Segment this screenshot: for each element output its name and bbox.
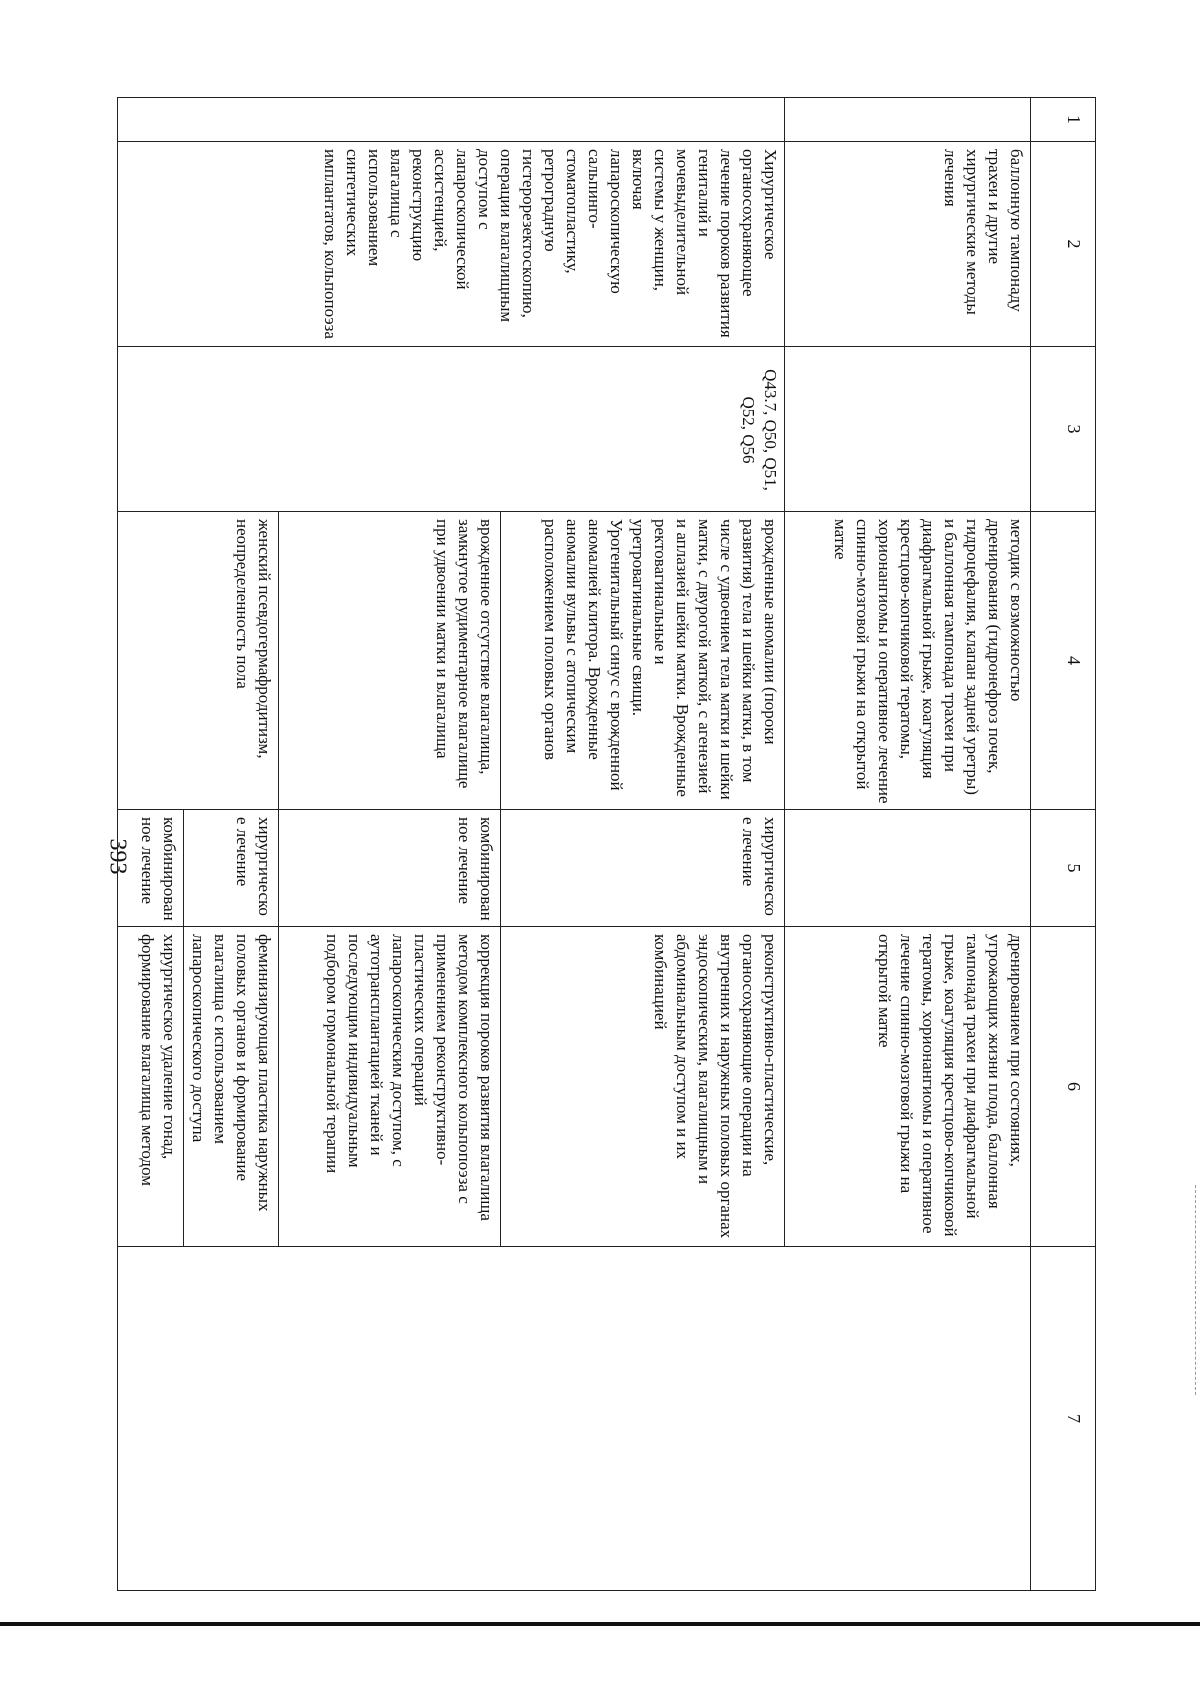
cell-norm <box>118 1247 1031 1591</box>
cell-treatment-type: хирургическое лечение <box>501 810 785 927</box>
cell-treatment-type: комбинированное лечение <box>279 810 501 927</box>
scan-edge-artifact <box>1195 1185 1198 1395</box>
column-header: 7 <box>1031 1247 1096 1591</box>
page-number: 393 <box>104 838 131 875</box>
scan-bottom-line <box>0 1622 1200 1626</box>
cell-diagnosis: методик с возможностью дренирования (гидронефроз почек, гидроцефалия, клапан задней уретры) и баллонная тампонада трахеи при диафрагмальной грыже, коагуляция крестцово-копчиковой тератомы, хорионангиомы и оперативное лечение спинно-мозговой грыжи на открытой матке <box>785 512 1031 810</box>
column-header: 5 <box>1031 810 1096 927</box>
cell-treatment-method: феминизирующая пластика наружных половых органов и формирование влагалища с использованием лапароскопического доступа <box>184 927 279 1247</box>
column-header: 3 <box>1031 347 1096 512</box>
rotated-table-sheet <box>120 97 1096 1590</box>
cell-diagnosis: женский псевдогермафродитизм, неопределенность пола <box>118 512 279 810</box>
cell-treatment-method: реконструктивно-пластические, органосохраняющие операции на внутренних и наружных половых органах эндоскопическим, влагалищным и абдоминальным доступом и их комбинацией <box>501 927 785 1247</box>
cell-treatment-type: хирургическое лечение <box>184 810 279 927</box>
column-header: 2 <box>1031 142 1096 347</box>
column-header: 6 <box>1031 927 1096 1247</box>
cell-diagnosis: врожденное отсутствие влагалища, замкнутое рудиментарное влагалище при удвоении матки и влагалища <box>279 512 501 810</box>
cell-number <box>118 98 785 142</box>
cell-treatment-method: хирургическое удаление гонад, формирование влагалища методом <box>118 927 184 1247</box>
cell-treatment-method: коррекция пороков развития влагалища методом комплексного кольпопоэза с применением реконструктивно-пластических операций лапароскопическим доступом, с аутотрансплантацией тканей и последующим индивидуальным подбором гормональной терапии <box>279 927 501 1247</box>
column-header: 4 <box>1031 512 1096 810</box>
medical-care-table <box>117 97 1096 1591</box>
column-header: 1 <box>1031 98 1096 142</box>
table-row <box>785 98 1031 1591</box>
cell-method-name: Хирургическое органосохраняющее лечение пороков развития гениталий и мочевыделительной системы у женщин, включая лапароскопическую сальпинго-стоматопластику, ретроградную гистерорезектоскопию, операции влагалищным доступом с лапароскопической ассистенцией, реконструкцию влагалища с использованием синтетических имплантатов, кольпопоэза <box>118 142 785 347</box>
cell-treatment-type: комбинированное лечение <box>118 810 184 927</box>
cell-diagnosis: врожденные аномалии (пороки развития) тела и шейки матки, в том числе с удвоением тела матки и шейки матки, с двурогой маткой, с агенезией и аплазией шейки матки. Врожденные ректовагинальные и уретровагинальные свищи. Урогенитальный синус с врожденной аномалией клитора. Врожденные аномалии вульвы с атопическим расположением половых органов <box>501 512 785 810</box>
cell-icd-codes <box>785 347 1031 512</box>
cell-method-name: баллонную тампонаду трахеи и другие хирургические методы лечения <box>785 142 1031 347</box>
cell-icd-codes: Q43.7, Q50, Q51, Q52, Q56 <box>118 347 785 512</box>
cell-treatment-type <box>785 810 1031 927</box>
cell-number <box>785 98 1031 142</box>
header-row <box>1031 98 1096 1591</box>
cell-treatment-method: дренированием при состояниях, угрожающих жизни плода, баллонная тампонада трахеи при диафрагмальной грыже, коагуляция крестцово-копчиковой тератомы, хорионангиомы и оперативное лечение спинно-мозговой грыжи на открытой матке <box>785 927 1031 1247</box>
